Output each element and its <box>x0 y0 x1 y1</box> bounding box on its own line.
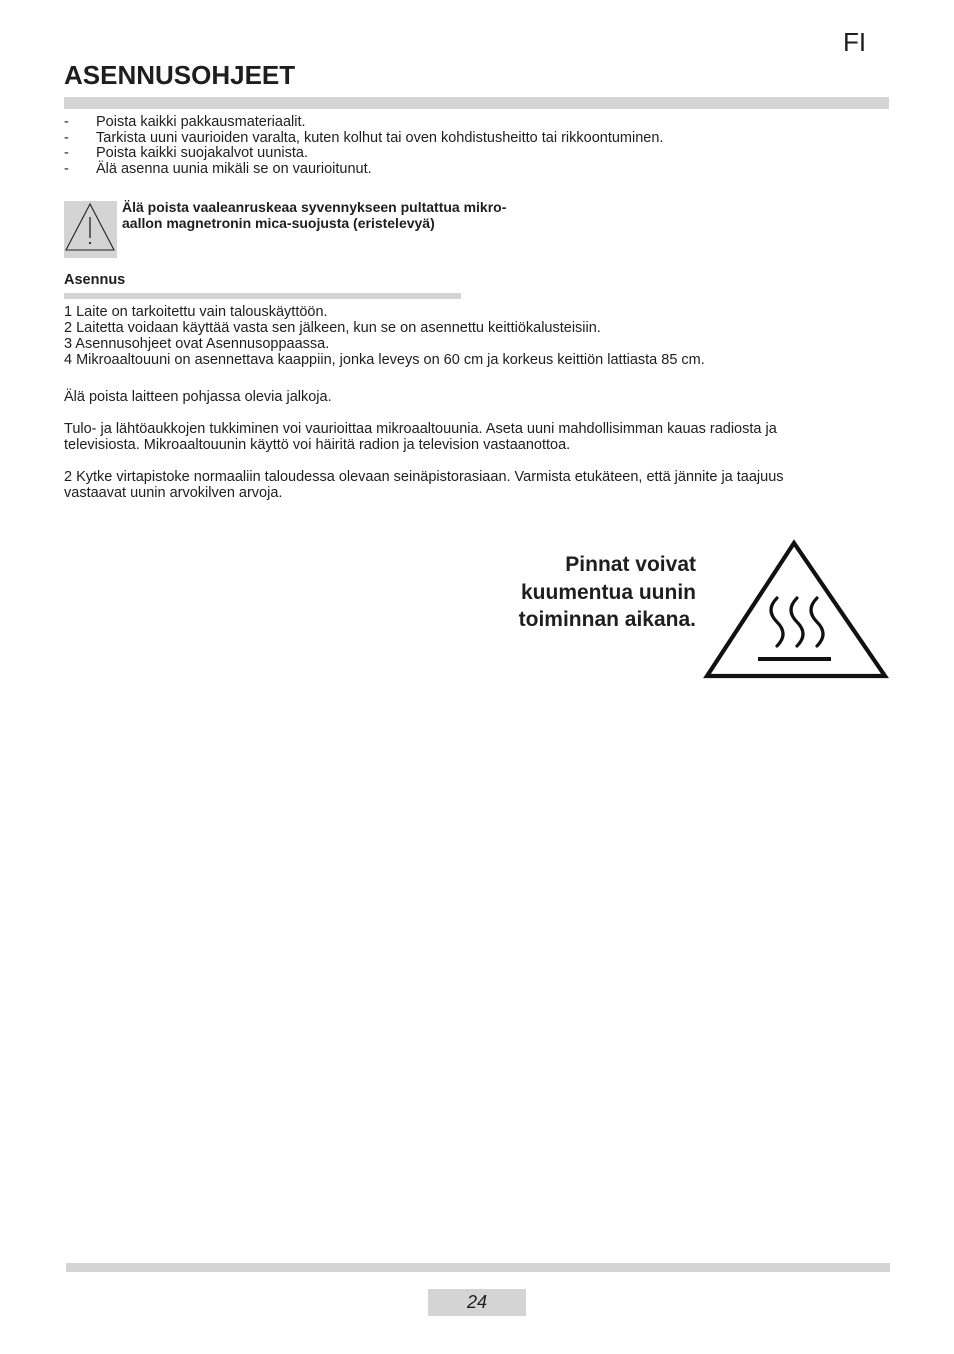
section-divider <box>64 293 461 299</box>
preparation-checklist <box>64 115 663 178</box>
list-item <box>64 115 663 131</box>
paragraph-feet <box>64 389 332 405</box>
warning-line: Älä poista vaaleanruskeaa syvennykseen pultattua mikro- <box>122 199 507 215</box>
list-item <box>64 146 663 162</box>
hot-surface-icon <box>700 536 892 682</box>
section-title: Asennus <box>64 272 126 288</box>
page-title: ASENNUSOHJEET <box>64 60 296 90</box>
language-code: FI <box>843 27 867 57</box>
list-marker: - <box>64 114 69 130</box>
list-marker: - <box>64 129 69 146</box>
paragraph-ventilation <box>64 421 777 453</box>
step-item: 4 Mikroaaltouuni on asennettava kaappiin, jonka leveys on 60 cm ja korkeus keittiön lattiasta 85 cm. <box>64 352 705 368</box>
hot-surface-line: kuumentua uunin <box>521 580 696 604</box>
hot-surface-line: toiminnan aikana. <box>518 608 696 631</box>
list-marker: - <box>64 161 69 178</box>
warning-triangle-icon <box>64 201 117 258</box>
step-item: 3 Asennusohjeet ovat Asennusoppaassa. <box>64 336 330 352</box>
step-item: 1 Laite on tarkoitettu vain talouskäyttöön. <box>64 304 328 320</box>
paragraph-line: Älä poista laitteen pohjassa olevia jalkoja. <box>64 389 332 405</box>
footer-divider <box>66 1263 890 1272</box>
paragraph-line: vastaavat uunin arvokilven arvoja. <box>64 485 283 501</box>
list-item <box>64 131 663 147</box>
paragraph-line: televisiosta. Mikroaaltouunin käyttö voi häiritä radion ja television vastaanottoa. <box>64 437 571 453</box>
list-item-text: Älä asenna uunia mikäli se on vaurioitunut. <box>96 161 372 178</box>
warning-message <box>122 200 506 231</box>
installation-steps <box>64 304 705 368</box>
paragraph-line: 2 Kytke virtapistoke normaaliin taloudessa olevaan seinäpistorasiaan. Varmista etukäteen, että jännite ja taajuus <box>64 469 784 485</box>
paragraph-power <box>64 469 784 501</box>
warning-line: aallon magnetronin mica-suojusta (eristelevyä) <box>122 214 435 231</box>
paragraph-line: Tulo- ja lähtöaukkojen tukkiminen voi vaurioittaa mikroaaltouunia. Aseta uuni mahdollisimman kauas radiosta ja <box>64 421 777 437</box>
hot-surface-line: Pinnat voivat <box>565 553 696 576</box>
title-divider <box>64 97 889 109</box>
step-item: 2 Laitetta voidaan käyttää vasta sen jälkeen, kun se on asennettu keittiökalusteisiin. <box>64 320 601 336</box>
list-item-text: Tarkista uuni vaurioiden varalta, kuten kolhut tai oven kohdistusheitto tai rikkoontuminen. <box>96 129 664 146</box>
list-item-text: Poista kaikki suojakalvot uunista. <box>96 145 308 162</box>
list-item <box>64 162 663 178</box>
hot-surface-warning <box>519 551 696 634</box>
page-number: 24 <box>428 1289 526 1316</box>
list-marker: - <box>64 145 69 162</box>
list-item-text: Poista kaikki pakkausmateriaalit. <box>96 114 306 130</box>
